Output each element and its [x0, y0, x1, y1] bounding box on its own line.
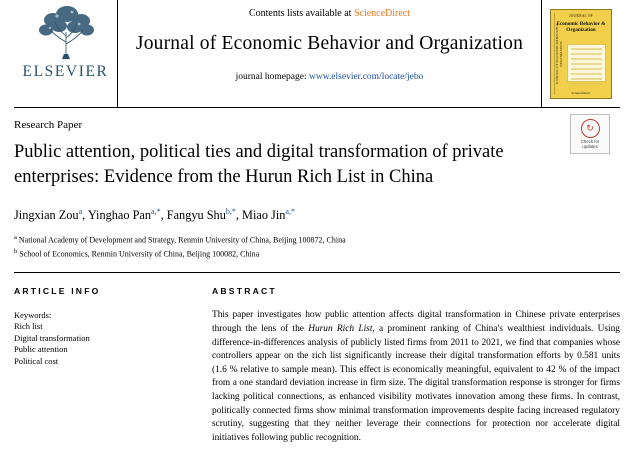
- keyword-item: Rich list: [14, 321, 43, 332]
- article-type: Research Paper: [14, 119, 83, 131]
- elsevier-tree-logo: [29, 2, 103, 62]
- journal-masthead: [14, 0, 620, 108]
- affiliation-text: National Academy of Development and Strategy, Renmin University of China, Beijing 100872, China: [18, 235, 346, 245]
- cover-foot-text: ScienceDirect: [571, 90, 591, 95]
- publisher-name: ELSEVIER: [22, 63, 109, 80]
- author-name: Fangyu Shu: [166, 208, 226, 223]
- author-marks: a: [78, 207, 83, 216]
- crossmark-line1: Check for: [580, 139, 600, 144]
- author-item[interactable]: [242, 208, 295, 222]
- page-title: Public attention, political ties and digital transformation of private enterprises: Evidence from the Hurun Rich List in China: [14, 142, 504, 187]
- author-name: Miao Jin: [242, 208, 286, 223]
- publisher-block: [14, 0, 118, 107]
- cover-text-block: [567, 44, 606, 82]
- homepage-prefix: journal homepage:: [235, 72, 309, 82]
- abstract-heading: ABSTRACT: [212, 286, 277, 297]
- cover-spine-text: JOURNAL OF ECONOMIC BEHAVIOR & ORGANIZATION: [554, 13, 564, 95]
- author-name: Yinghao Pan: [87, 208, 152, 223]
- journal-cover-image: [550, 9, 612, 99]
- keywords-label: Keywords:: [14, 310, 52, 321]
- crossmark-badge[interactable]: [570, 114, 610, 154]
- author-list: Jingxian Zou$^a$, Yinghao Pan$^{a,*}$, Fangyu Shu$^{b,*}$, Miao Jin$^{a,*}$: [14, 207, 295, 223]
- author-name: Jingxian Zou: [14, 208, 79, 223]
- contents-available-line: [249, 8, 410, 19]
- affiliation-list: [14, 232, 620, 260]
- abstract-column: [196, 286, 620, 445]
- author-marks: a,*: [151, 207, 161, 216]
- journal-title: Journal of Economic Behavior and Organization: [135, 33, 524, 54]
- journal-center-block: [118, 0, 542, 107]
- abstract-italic-term: Hurun Rich List: [308, 324, 373, 334]
- cover-title-text: Economic Behavior & Organization: [556, 20, 606, 33]
- abstract-part2: , a prominent ranking of China's wealthiest individuals. Using difference-in-differences analysis of publicly listed firms from 2011 to 2021, we find that companies whose controllers appear on the rich list significantly increase their digital transformation efforts by 0.581 units (1.6 % relative to sample mean). This effect is economically meaningful, equivalent to 42 % of the impact from a one standard deviation increase in firm size. The digital transformation response is stronger for firms lacking political connections, as enhanced visibility motivates innovation among these firms. In contrast, politically connected firms show minimal transformation improvements despite facing increased regulatory scrutiny, suggesting that they neither leverage their connections for protection nor accelerate digital initiatives following public recognition.: [212, 324, 620, 443]
- sciencedirect-link[interactable]: ScienceDirect: [353, 8, 411, 19]
- crossmark-icon: ↻: [581, 119, 600, 138]
- cover-head-text: JOURNAL OF: [569, 13, 593, 18]
- contents-prefix: Contents lists available at: [248, 8, 354, 19]
- author-item[interactable]: [14, 208, 82, 222]
- info-abstract-columns: [14, 286, 620, 445]
- journal-homepage-link[interactable]: www.elsevier.com/locate/jebo: [308, 72, 424, 82]
- abstract-part1: This paper investigates how public attention affects digital transformation in Chinese private enterprises through the lens of the: [212, 310, 620, 334]
- author-marks: a,*: [285, 207, 295, 216]
- article-header: [14, 108, 620, 260]
- keyword-item: Digital transformation: [14, 332, 90, 343]
- keywords-list: [14, 321, 182, 367]
- journal-homepage-line: [236, 72, 424, 82]
- article-info-heading: ARTICLE INFO: [14, 286, 101, 297]
- author-item[interactable]: [88, 208, 161, 222]
- abstract-text: [212, 309, 620, 445]
- author-marks: b,*: [225, 207, 236, 216]
- section-divider: [14, 272, 620, 273]
- crossmark-line2: updates: [582, 144, 598, 149]
- affiliation-mark: b: [14, 248, 18, 256]
- affiliation-mark: a: [14, 234, 17, 242]
- keyword-item: Political cost: [14, 355, 59, 366]
- article-info-column: [14, 286, 196, 445]
- author-item[interactable]: [167, 208, 236, 222]
- keyword-item: Public attention: [14, 344, 68, 355]
- affiliation-item: [14, 232, 620, 246]
- affiliation-item: [14, 246, 620, 260]
- affiliation-text: School of Economics, Renmin University of China, Beijing 100082, China: [19, 249, 260, 259]
- journal-cover-block: [542, 0, 620, 107]
